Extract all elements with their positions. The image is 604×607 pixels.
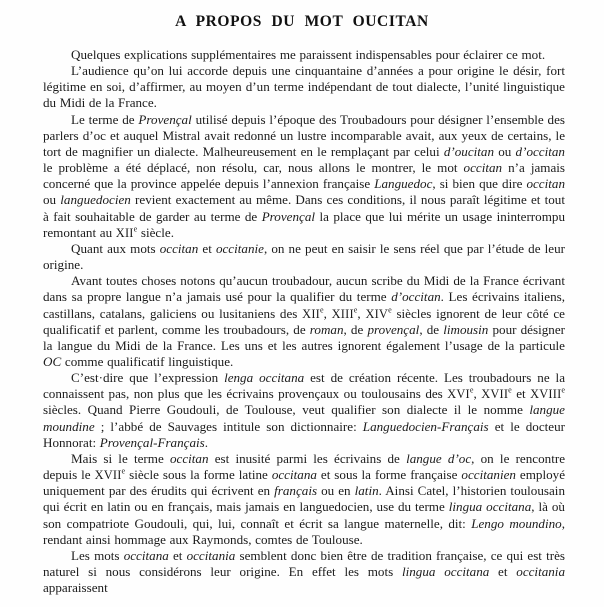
roman-numeral: XVII xyxy=(481,387,509,402)
text-run: , xyxy=(357,305,366,321)
page-title: A PROPOS DU MOT OUCITAN xyxy=(175,13,429,30)
text-run: , de xyxy=(419,321,444,337)
italic-term: d’occitan xyxy=(391,289,441,305)
text-run: . Ainsi Catel, l’historien toulousain qui écrit en latin ou en français, mais jamais en languedocien, use du terme xyxy=(43,483,565,515)
italic-term: occitanie xyxy=(215,240,264,256)
text-run: Quant aux mots xyxy=(71,240,160,256)
text-run: semblent donc bien être de tradition française, ce qui est très naturel si nous considérons leur origine. En effet les mots xyxy=(43,547,566,579)
ordinal-suffix: e xyxy=(319,305,324,315)
text-run: siècles. Quand Pierre Goudouli, de Toulouse, veut qualifier son dialecte il le nomme xyxy=(43,402,530,418)
text-run: Mais si le terme xyxy=(71,450,170,466)
roman-numeral: XIII xyxy=(331,306,354,321)
italic-term: occitania xyxy=(516,564,565,579)
text-run: apparaissent xyxy=(43,580,108,596)
italic-term: roman xyxy=(309,321,344,337)
text-run: L’audience qu’on lui accorde depuis une cinquantaine d’années a pour origine le désir, fort légitime en soi, d’affirmer, au moyen d’un terme indépendant de tout dialecte, l’unité linguistique du Midi de la France. xyxy=(43,63,565,111)
text-run: Le terme de xyxy=(71,111,139,127)
text-run: , xyxy=(473,386,482,402)
text-run: ou xyxy=(494,143,516,159)
italic-term: occitan xyxy=(526,176,565,192)
roman-numeral: XVIII xyxy=(530,387,562,402)
text-run: ou xyxy=(43,192,61,208)
paragraph xyxy=(43,451,565,548)
text-run: et le docteur Honnorat: xyxy=(43,418,565,450)
text-run: . xyxy=(204,434,209,450)
text-run: Quelques explications supplémentaires me paraissent indispensables pour éclairer ce mot. xyxy=(71,47,546,62)
italic-term: langue moundine xyxy=(43,402,565,434)
italic-term: d’oucitan xyxy=(443,143,494,159)
text-run: et xyxy=(168,547,187,563)
italic-term: languedocien xyxy=(60,192,131,208)
text-run: utilisé depuis l’époque des Troubadours pour désigner l’ensemble des parlers d’oc et auquel Mistral avait redonné un lustre incomparable avait, aux yeux de certains, le tort de magnifier un dialecte. Malheureusement en le remplaçant par celui xyxy=(43,111,565,159)
paragraph xyxy=(43,63,565,111)
text-run: comme qualificatif linguistique. xyxy=(61,353,234,369)
text-run: ou en xyxy=(317,483,355,499)
italic-term: Lengo moundino xyxy=(471,515,562,531)
text-run: revient exactement au même. Dans ces conditions, il nous paraît légitime et tout à fait souhaitable de garder au terme de xyxy=(43,192,565,224)
italic-term: Languedoc xyxy=(374,176,433,192)
paragraph xyxy=(43,112,565,241)
ordinal-suffix: e xyxy=(508,385,512,395)
text-run: , de xyxy=(343,321,368,337)
paragraph xyxy=(43,241,565,273)
ordinal-suffix: e xyxy=(353,305,358,315)
text-run: est de création récente. Les troubadours ne la connaissent pas, non plus que les écrivains provençaux ou toulousains des xyxy=(43,370,566,402)
ordinal-suffix: e xyxy=(388,305,392,315)
body-text-column xyxy=(43,47,565,596)
italic-term: occitan xyxy=(463,160,503,176)
text-run: et xyxy=(511,386,531,402)
text-run: et xyxy=(198,240,216,256)
text-run: Avant toutes choses notons qu’aucun troubadour, aucun scribe du Midi de la France écrivant dans sa propre langue n’a jamais usé pour la qualifier du terme xyxy=(43,273,565,305)
text-run: , xyxy=(323,305,332,321)
italic-term: occitan xyxy=(169,450,209,466)
italic-term: occitana xyxy=(271,467,317,483)
roman-numeral: XVII xyxy=(94,468,122,483)
italic-term: occitan xyxy=(159,240,199,256)
italic-term: Provençal xyxy=(261,208,316,224)
italic-term: occitanien xyxy=(461,467,516,483)
text-run: et sous la forme française xyxy=(316,467,462,483)
italic-term: d’occitan xyxy=(515,143,565,159)
italic-term: langue d’oc xyxy=(406,450,472,466)
ordinal-suffix: e xyxy=(469,385,474,395)
text-run: n’a jamais concerné que la province appelée depuis l’annexion française xyxy=(43,160,566,192)
text-run: la place que lui mérite un usage ininterrompu remontant au xyxy=(43,208,565,240)
text-run: ; l’abbé de Sauvages intitule son dictionnaire: xyxy=(94,418,363,434)
paragraph xyxy=(43,370,565,451)
text-run: . Les écrivains italiens, castillans, catalans, galiciens ou lusitaniens des xyxy=(43,289,565,321)
text-run: , là où son compatriote Goudouli, qui, lui, connaît et écrit sa langue maternelle, dit: xyxy=(43,499,565,531)
text-run: siècle. xyxy=(137,224,174,240)
roman-numeral: XIV xyxy=(365,306,389,321)
text-run: employé uniquement par des érudits qui écrivent en xyxy=(43,467,566,499)
text-run: , rendant ainsi hommage aux Raymonds, comtes de Toulouse. xyxy=(43,515,565,547)
text-run: siècle sous la forme latine xyxy=(125,467,272,483)
ordinal-suffix: e xyxy=(133,224,138,234)
roman-numeral: XII xyxy=(302,306,320,321)
italic-term: limousin xyxy=(443,321,489,337)
italic-term: occitania xyxy=(186,547,236,563)
roman-numeral: XII xyxy=(115,225,134,240)
text-run: , on le rencontre depuis le xyxy=(43,450,566,483)
text-run: C’est·dire que l’expression xyxy=(71,370,225,386)
text-run: Les mots xyxy=(71,547,124,563)
italic-term: français xyxy=(274,483,318,499)
italic-term: Provençal xyxy=(138,111,192,127)
text-run: , on ne peut en saisir le sens réel que par l’étude de leur origine. xyxy=(43,240,566,273)
italic-term: lenga occitana xyxy=(224,370,305,386)
text-run: siècles ignorent de leur côté ce qualificatif et parlent, comme les troubadours, de xyxy=(43,305,565,337)
paragraph xyxy=(43,47,565,63)
italic-term: latin xyxy=(354,483,379,499)
paragraph xyxy=(43,273,565,370)
text-run: le problème a été déplacé, non résolu, car, nous allons le montrer, le mot xyxy=(43,160,464,176)
ordinal-suffix: e xyxy=(561,385,566,395)
italic-term: OC xyxy=(43,353,62,369)
roman-numeral: XVI xyxy=(447,387,470,402)
italic-term: provençal xyxy=(367,321,420,337)
text-run: est inusité parmi les écrivains de xyxy=(208,450,407,466)
italic-term: lingua occitana xyxy=(401,564,490,579)
italic-term: occitana xyxy=(123,547,169,563)
text-run: , si bien que dire xyxy=(432,176,527,192)
ordinal-suffix: e xyxy=(121,466,126,476)
text-run: pour désigner la langue du Midi de la France. Les uns et les autres ignorent également l’usage de la particule xyxy=(43,321,565,353)
italic-term: Languedocien-Français xyxy=(362,418,489,434)
italic-term: lingua occitana xyxy=(448,499,532,515)
text-run: et xyxy=(489,564,517,579)
italic-term: Provençal-Français xyxy=(99,434,205,450)
paragraph xyxy=(43,548,565,596)
